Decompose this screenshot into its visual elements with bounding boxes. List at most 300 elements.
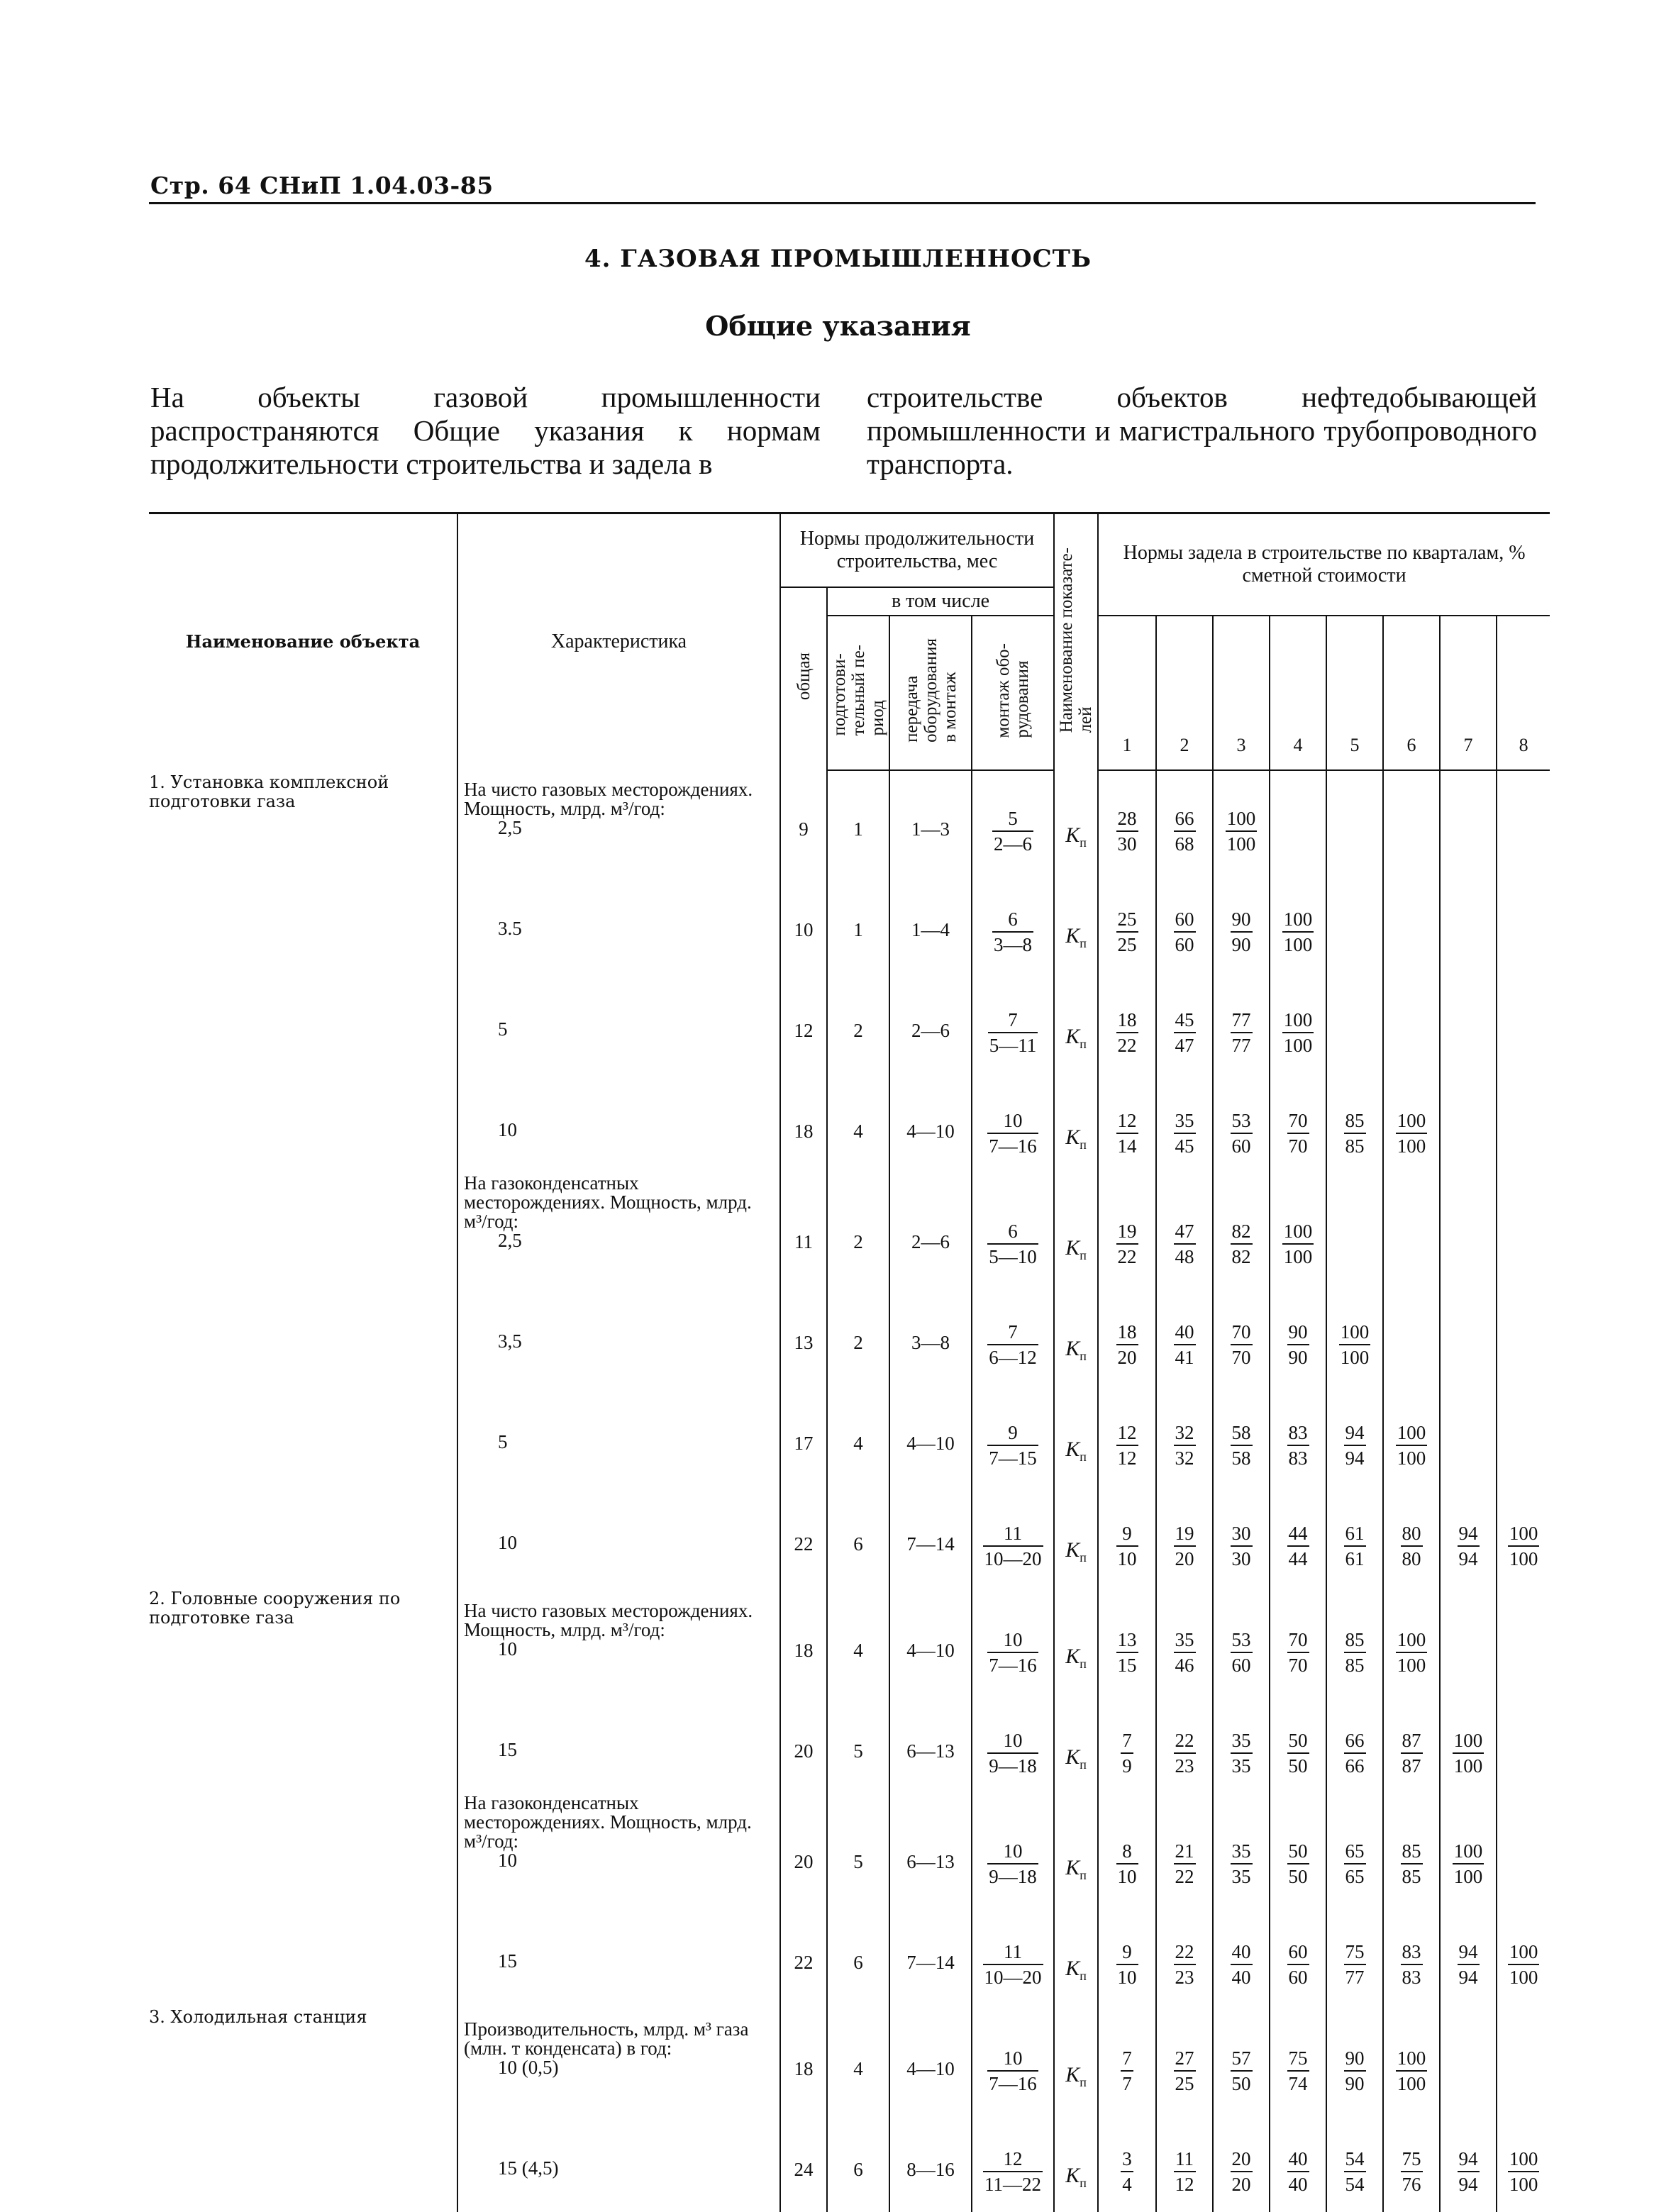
quarter-fraction-numerator: 60 [1174, 907, 1196, 933]
quarter-cell-8 [1497, 1586, 1550, 1693]
quarter-cell-8 [1497, 872, 1550, 972]
duration-prep: 6 [827, 1486, 889, 1586]
install-fraction-denominator: 11—22 [984, 2173, 1042, 2195]
quarter-fraction-denominator: 100 [1509, 1547, 1538, 1569]
quarter-cell-2 [1156, 1586, 1213, 1693]
quarter-fraction-numerator: 70 [1231, 1320, 1253, 1345]
quarter-fraction-denominator: 4 [1122, 2173, 1132, 2195]
duration-transfer: 4—10 [889, 2005, 972, 2111]
characteristic-cell [457, 1385, 780, 1486]
quarter-fraction-denominator: 40 [1288, 2173, 1308, 2195]
quarter-fraction [1344, 1728, 1366, 1778]
duration-install [972, 1586, 1054, 1693]
quarter-fraction [1231, 1320, 1253, 1369]
duration-prep: 2 [827, 1174, 889, 1284]
quarter-fraction [1174, 1108, 1196, 1158]
table-row [149, 770, 1550, 872]
install-fraction [988, 1008, 1038, 1057]
quarter-fraction [1287, 1521, 1309, 1571]
quarter-cell-8 [1497, 2111, 1550, 2212]
quarter-fraction-denominator: 47 [1175, 1034, 1194, 1056]
quarter-fraction [1174, 1421, 1196, 1470]
quarter-fraction-numerator: 50 [1287, 1839, 1309, 1864]
indicator-cell [1054, 1794, 1098, 1904]
quarter-cell-3 [1213, 872, 1270, 972]
duration-install [972, 1486, 1054, 1586]
quarter-cell-3 [1213, 972, 1270, 1073]
quarter-fraction [1116, 1521, 1138, 1571]
quarter-fraction-denominator: 22 [1117, 1245, 1137, 1267]
table-row [149, 1174, 1550, 1284]
quarter-fraction [1344, 1421, 1366, 1470]
install-fraction-numerator: 7 [988, 1008, 1038, 1033]
quarter-cell-3 [1213, 1486, 1270, 1586]
quarter-cell-1 [1098, 2111, 1156, 2212]
quarter-fraction-numerator: 19 [1116, 1219, 1138, 1245]
quarter-fraction [1116, 1320, 1138, 1369]
quarter-fraction [1174, 907, 1196, 957]
quarter-cell-8 [1497, 2005, 1550, 2111]
quarter-fraction-numerator: 100 [1508, 2147, 1540, 2172]
quarter-cell-4 [1270, 1693, 1326, 1794]
characteristic-cell [457, 1586, 780, 1693]
quarter-fraction [1344, 1628, 1366, 1677]
characteristic-value: 10 [498, 1849, 517, 1871]
duration-transfer: 2—6 [889, 1174, 972, 1284]
quarter-cell-1 [1098, 1693, 1156, 1794]
indicator-cell [1054, 1586, 1098, 1693]
install-fraction-numerator: 10 [987, 1839, 1038, 1864]
quarter-fraction-denominator: 25 [1117, 933, 1137, 955]
quarter-cell-1 [1098, 1586, 1156, 1693]
characteristic-cell [457, 972, 780, 1073]
quarter-cell-4 [1270, 770, 1326, 872]
col-header-duration-group: Нормы продолжительности строительства, мес [780, 513, 1054, 587]
quarter-cell-1 [1098, 1284, 1156, 1385]
quarter-fraction [1116, 1008, 1138, 1057]
quarter-fraction-numerator: 80 [1401, 1521, 1423, 1547]
quarter-fraction [1287, 1940, 1309, 1989]
characteristic-value: 10 [498, 1531, 517, 1553]
install-fraction-denominator: 7—16 [989, 1654, 1037, 1676]
characteristic-value: 3,5 [498, 1330, 522, 1352]
quarter-cell-2 [1156, 1174, 1213, 1284]
col-header-including: в том числе [827, 587, 1054, 616]
characteristic-value: 15 [498, 1950, 517, 1972]
table-body [149, 770, 1550, 2212]
quarter-fraction-denominator: 100 [1397, 2072, 1426, 2094]
quarter-fraction-numerator: 7 [1121, 2046, 1133, 2072]
quarter-fraction-numerator: 22 [1174, 1940, 1196, 1965]
indicator-kp-subscript: п [1080, 2074, 1087, 2089]
quarter-fraction-denominator: 87 [1402, 1755, 1421, 1777]
object-name-cell [149, 1073, 457, 1174]
quarter-fraction-denominator: 25 [1175, 2072, 1194, 2094]
quarter-fraction [1174, 1521, 1196, 1571]
quarter-fraction-numerator: 94 [1458, 1521, 1480, 1547]
quarter-fraction [1453, 1728, 1484, 1778]
quarter-cell-1 [1098, 1073, 1156, 1174]
install-fraction-numerator: 10 [987, 1728, 1038, 1754]
quarter-fraction [1287, 1320, 1309, 1369]
quarter-fraction-numerator: 60 [1287, 1940, 1309, 1965]
quarter-fraction-numerator: 57 [1231, 2046, 1253, 2072]
object-name-cell [149, 1693, 457, 1794]
characteristic-cell [457, 1174, 780, 1284]
quarter-cell-4 [1270, 872, 1326, 972]
quarter-fraction [1396, 1628, 1428, 1677]
quarter-fraction [1453, 1839, 1484, 1889]
quarter-fraction-denominator: 54 [1345, 2173, 1365, 2195]
quarter-fraction-numerator: 35 [1231, 1728, 1253, 1754]
quarter-cell-5 [1326, 872, 1383, 972]
col-header-object: Наименование объекта [149, 513, 457, 770]
table-row [149, 872, 1550, 972]
indicator-kp-subscript: п [1080, 935, 1087, 950]
indicator-cell [1054, 1693, 1098, 1794]
quarter-fraction [1458, 2147, 1480, 2196]
indicator-cell [1054, 770, 1098, 872]
quarter-cell-2 [1156, 1284, 1213, 1385]
quarter-fraction-numerator: 40 [1287, 2147, 1309, 2172]
quarter-cell-8 [1497, 1486, 1550, 1586]
duration-install [972, 770, 1054, 872]
duration-install [972, 872, 1054, 972]
indicator-kp: $K_п$ [1065, 1125, 1087, 1152]
duration-install [972, 2111, 1054, 2212]
install-fraction [987, 1728, 1038, 1778]
quarter-fraction-numerator: 94 [1458, 1940, 1480, 1965]
quarter-fraction-denominator: 76 [1402, 2173, 1421, 2195]
quarter-fraction-denominator: 60 [1231, 1135, 1251, 1157]
characteristic-value: 15 (4,5) [498, 2157, 559, 2179]
object-name-cell [149, 1586, 457, 1693]
object-name: 3. Холодильная станция [149, 2006, 367, 2027]
quarter-cell-7 [1440, 1174, 1497, 1284]
table-row [149, 1385, 1550, 1486]
quarter-fraction-numerator: 66 [1344, 1728, 1366, 1754]
install-fraction [987, 1219, 1038, 1269]
quarter-fraction [1116, 1108, 1138, 1158]
quarter-fraction-numerator: 87 [1401, 1728, 1423, 1754]
col-header-quarter-8: 8 [1497, 616, 1550, 770]
quarter-fraction-denominator: 60 [1231, 1654, 1251, 1676]
quarter-fraction [1401, 1940, 1423, 1989]
col-header-quarter-3: 3 [1213, 616, 1270, 770]
object-name-cell [149, 2005, 457, 2111]
quarter-fraction-denominator: 100 [1397, 1447, 1426, 1469]
section-title: 4. ГАЗОВАЯ ПРОМЫШЛЕННОСТЬ [584, 245, 1092, 273]
quarter-fraction-denominator: 50 [1288, 1865, 1308, 1887]
indicator-cell [1054, 1174, 1098, 1284]
object-name-cell [149, 1904, 457, 2005]
characteristic-value: 5 [498, 1430, 508, 1452]
quarter-cell-4 [1270, 1073, 1326, 1174]
quarter-fraction-denominator: 60 [1288, 1966, 1308, 1988]
quarter-cell-5 [1326, 1794, 1383, 1904]
quarter-fraction-denominator: 12 [1175, 2173, 1194, 2195]
install-fraction-denominator: 10—20 [984, 1547, 1042, 1569]
quarter-fraction-numerator: 35 [1174, 1108, 1196, 1134]
characteristic-group-label: На газоконденсатных месторождениях. Мощность, млрд. м³/год: [464, 1791, 752, 1852]
quarter-fraction-denominator: 100 [1509, 1966, 1538, 1988]
install-fraction-denominator: 2—6 [994, 833, 1033, 855]
duration-transfer: 4—10 [889, 1073, 972, 1174]
indicator-cell [1054, 1284, 1098, 1385]
table-row [149, 1794, 1550, 1904]
quarter-fraction-denominator: 30 [1231, 1547, 1251, 1569]
quarter-cell-2 [1156, 1794, 1213, 1904]
table-header [149, 513, 1550, 770]
table-row [149, 972, 1550, 1073]
duration-prep: 6 [827, 2111, 889, 2212]
object-name: 2. Головные сооружения по подготовке газа [149, 1588, 401, 1628]
duration-transfer: 7—14 [889, 1904, 972, 2005]
object-name-cell [149, 770, 457, 872]
indicator-kp: $K_п$ [1065, 1956, 1087, 1983]
quarter-fraction [1174, 1008, 1196, 1057]
quarter-fraction-numerator: 32 [1174, 1421, 1196, 1446]
quarter-cell-6 [1383, 1174, 1440, 1284]
quarter-fraction [1287, 1728, 1309, 1778]
quarter-fraction-denominator: 9 [1122, 1755, 1132, 1777]
quarter-fraction [1231, 2147, 1253, 2196]
quarter-fraction [1116, 1421, 1138, 1470]
quarter-cell-1 [1098, 972, 1156, 1073]
object-name-cell [149, 1385, 457, 1486]
quarter-fraction-numerator: 100 [1508, 1521, 1540, 1547]
quarter-fraction-denominator: 35 [1231, 1865, 1251, 1887]
quarter-fraction [1287, 2147, 1309, 2196]
quarter-fraction [1401, 2147, 1423, 2196]
quarter-fraction-numerator: 20 [1231, 2147, 1253, 2172]
quarter-cell-5 [1326, 770, 1383, 872]
quarter-fraction-denominator: 44 [1288, 1547, 1308, 1569]
install-fraction-numerator: 12 [983, 2147, 1043, 2172]
quarter-fraction-numerator: 45 [1174, 1008, 1196, 1033]
quarter-cell-8 [1497, 770, 1550, 872]
quarter-fraction-numerator: 100 [1226, 806, 1258, 832]
quarter-cell-2 [1156, 872, 1213, 972]
duration-prep: 2 [827, 1284, 889, 1385]
quarter-cell-6 [1383, 1486, 1440, 1586]
quarter-fraction-numerator: 100 [1508, 1940, 1540, 1965]
quarter-fraction-denominator: 100 [1226, 833, 1256, 855]
indicator-kp: $K_п$ [1065, 2062, 1087, 2089]
object-name-cell [149, 1486, 457, 1586]
quarter-fraction-denominator: 60 [1175, 933, 1194, 955]
install-fraction [992, 907, 1033, 957]
quarter-cell-7 [1440, 2111, 1497, 2212]
quarter-fraction-denominator: 10 [1117, 1547, 1137, 1569]
quarter-cell-4 [1270, 1586, 1326, 1693]
quarter-cell-7 [1440, 1794, 1497, 1904]
header-rule [149, 202, 1536, 204]
quarter-cell-1 [1098, 1486, 1156, 1586]
quarter-fraction-denominator: 77 [1231, 1034, 1251, 1056]
quarter-cell-5 [1326, 1073, 1383, 1174]
col-header-indicator: Наименование показате- лей [1054, 513, 1098, 770]
install-fraction-numerator: 11 [983, 1940, 1043, 1965]
install-fraction-numerator: 6 [987, 1219, 1038, 1245]
quarter-fraction-numerator: 94 [1344, 1421, 1366, 1446]
characteristic-cell [457, 770, 780, 872]
col-header-quarter-7: 7 [1440, 616, 1497, 770]
object-name-cell [149, 972, 457, 1073]
duration-transfer: 2—6 [889, 972, 972, 1073]
install-fraction-denominator: 6—12 [989, 1346, 1037, 1368]
quarter-cell-3 [1213, 1073, 1270, 1174]
quarter-fraction [1401, 1521, 1423, 1571]
quarter-cell-6 [1383, 770, 1440, 872]
quarter-fraction-numerator: 44 [1287, 1521, 1309, 1547]
quarter-cell-1 [1098, 872, 1156, 972]
quarter-fraction [1231, 1839, 1253, 1889]
indicator-kp: $K_п$ [1065, 2163, 1087, 2190]
quarter-fraction-numerator: 66 [1174, 806, 1196, 832]
indicator-kp: $K_п$ [1065, 1538, 1087, 1564]
table-row [149, 1284, 1550, 1385]
install-fraction [987, 1320, 1038, 1369]
duration-transfer: 8—16 [889, 2111, 972, 2212]
quarter-fraction-numerator: 7 [1121, 1728, 1133, 1754]
indicator-kp: $K_п$ [1065, 1024, 1087, 1051]
duration-total: 20 [780, 1693, 827, 1794]
table-row [149, 2005, 1550, 2111]
quarter-fraction-denominator: 30 [1117, 833, 1137, 855]
duration-prep: 6 [827, 1904, 889, 2005]
duration-prep: 4 [827, 1586, 889, 1693]
quarter-cell-5 [1326, 2111, 1383, 2212]
duration-transfer: 4—10 [889, 1586, 972, 1693]
quarter-fraction-denominator: 20 [1231, 2173, 1251, 2195]
quarter-fraction-numerator: 100 [1453, 1839, 1484, 1864]
quarter-cell-3 [1213, 1174, 1270, 1284]
quarter-cell-2 [1156, 2111, 1213, 2212]
indicator-kp: $K_п$ [1065, 1745, 1087, 1772]
duration-install [972, 1385, 1054, 1486]
quarter-cell-5 [1326, 1693, 1383, 1794]
quarter-fraction [1396, 2046, 1428, 2096]
quarter-fraction-denominator: 66 [1345, 1755, 1365, 1777]
quarter-fraction [1121, 2046, 1133, 2096]
quarter-fraction-numerator: 11 [1174, 2147, 1196, 2172]
quarter-fraction-numerator: 100 [1339, 1320, 1371, 1345]
quarter-fraction [1287, 1628, 1309, 1677]
quarter-fraction-denominator: 83 [1402, 1966, 1421, 1988]
characteristic-value: 10 (0,5) [498, 2056, 559, 2078]
quarter-fraction-numerator: 12 [1116, 1108, 1138, 1134]
duration-install [972, 1073, 1054, 1174]
characteristic-value: 2,5 [498, 1229, 522, 1251]
duration-transfer: 6—13 [889, 1693, 972, 1794]
quarter-cell-6 [1383, 872, 1440, 972]
quarter-fraction-numerator: 70 [1287, 1628, 1309, 1653]
indicator-kp-subscript: п [1080, 1968, 1087, 1983]
quarter-fraction-denominator: 100 [1397, 1654, 1426, 1676]
indicator-kp-subscript: п [1080, 1550, 1087, 1564]
characteristic-cell [457, 2005, 780, 2111]
quarter-cell-7 [1440, 1385, 1497, 1486]
quarter-fraction-numerator: 18 [1116, 1008, 1138, 1033]
quarter-fraction-numerator: 100 [1282, 1219, 1314, 1245]
characteristic-group-label: На чисто газовых месторождениях. Мощность, млрд. м³/год: [464, 778, 753, 819]
quarter-fraction-denominator: 90 [1345, 2072, 1365, 2094]
quarter-fraction-numerator: 90 [1231, 907, 1253, 933]
quarter-fraction-denominator: 32 [1175, 1447, 1194, 1469]
quarter-cell-7 [1440, 1486, 1497, 1586]
characteristic-group-label: Производительность, млрд. м³ газа (млн. т конденсата) в год: [464, 2018, 749, 2059]
quarter-cell-3 [1213, 1904, 1270, 2005]
quarter-fraction-denominator: 85 [1402, 1865, 1421, 1887]
quarter-fraction [1174, 1839, 1196, 1889]
duration-prep: 5 [827, 1693, 889, 1794]
quarter-fraction-numerator: 70 [1287, 1108, 1309, 1134]
indicator-kp: $K_п$ [1065, 1336, 1087, 1363]
quarter-fraction-denominator: 70 [1288, 1654, 1308, 1676]
col-header-characteristic: Характеристика [457, 513, 780, 770]
quarter-fraction-numerator: 18 [1116, 1320, 1138, 1345]
duration-transfer: 4—10 [889, 1385, 972, 1486]
quarter-fraction-numerator: 40 [1231, 1940, 1253, 1965]
quarter-fraction-denominator: 22 [1117, 1034, 1137, 1056]
quarter-cell-6 [1383, 2005, 1440, 2111]
indicator-cell [1054, 872, 1098, 972]
quarter-fraction-numerator: 100 [1396, 1108, 1428, 1134]
quarter-cell-5 [1326, 2005, 1383, 2111]
quarter-fraction-numerator: 53 [1231, 1628, 1253, 1653]
quarter-fraction [1231, 1421, 1253, 1470]
quarter-fraction-denominator: 100 [1453, 1865, 1483, 1887]
quarter-cell-7 [1440, 1693, 1497, 1794]
quarter-fraction-denominator: 10 [1117, 1966, 1137, 1988]
quarter-cell-2 [1156, 972, 1213, 1073]
duration-prep: 1 [827, 770, 889, 872]
duration-prep: 4 [827, 1385, 889, 1486]
subsection-title: Общие указания [705, 310, 971, 342]
install-fraction-numerator: 10 [987, 2046, 1038, 2072]
indicator-kp-subscript: п [1080, 1867, 1087, 1882]
duration-install [972, 1904, 1054, 2005]
quarter-cell-1 [1098, 1385, 1156, 1486]
table-row [149, 1586, 1550, 1693]
quarter-fraction-numerator: 35 [1174, 1628, 1196, 1653]
quarter-fraction-numerator: 77 [1231, 1008, 1253, 1033]
indicator-kp: $K_п$ [1065, 1855, 1087, 1882]
characteristic-value: 10 [498, 1118, 517, 1140]
quarter-fraction-numerator: 9 [1116, 1940, 1138, 1965]
quarter-fraction-numerator: 12 [1116, 1421, 1138, 1446]
quarter-fraction-numerator: 47 [1174, 1219, 1196, 1245]
quarter-cell-1 [1098, 770, 1156, 872]
quarter-cell-5 [1326, 1284, 1383, 1385]
quarter-fraction [1396, 1421, 1428, 1470]
quarter-cell-6 [1383, 1073, 1440, 1174]
characteristic-cell [457, 1073, 780, 1174]
indicator-kp: $K_п$ [1065, 923, 1087, 950]
quarter-fraction-denominator: 41 [1175, 1346, 1194, 1368]
quarter-fraction [1401, 1839, 1423, 1889]
quarter-fraction [1287, 2046, 1309, 2096]
quarter-fraction-numerator: 85 [1401, 1839, 1423, 1864]
quarter-cell-5 [1326, 1486, 1383, 1586]
quarter-fraction-denominator: 100 [1453, 1755, 1483, 1777]
quarter-cell-2 [1156, 2005, 1213, 2111]
duration-total: 10 [780, 872, 827, 972]
quarter-cell-7 [1440, 1904, 1497, 2005]
indicator-cell [1054, 972, 1098, 1073]
install-fraction-numerator: 11 [983, 1521, 1043, 1547]
